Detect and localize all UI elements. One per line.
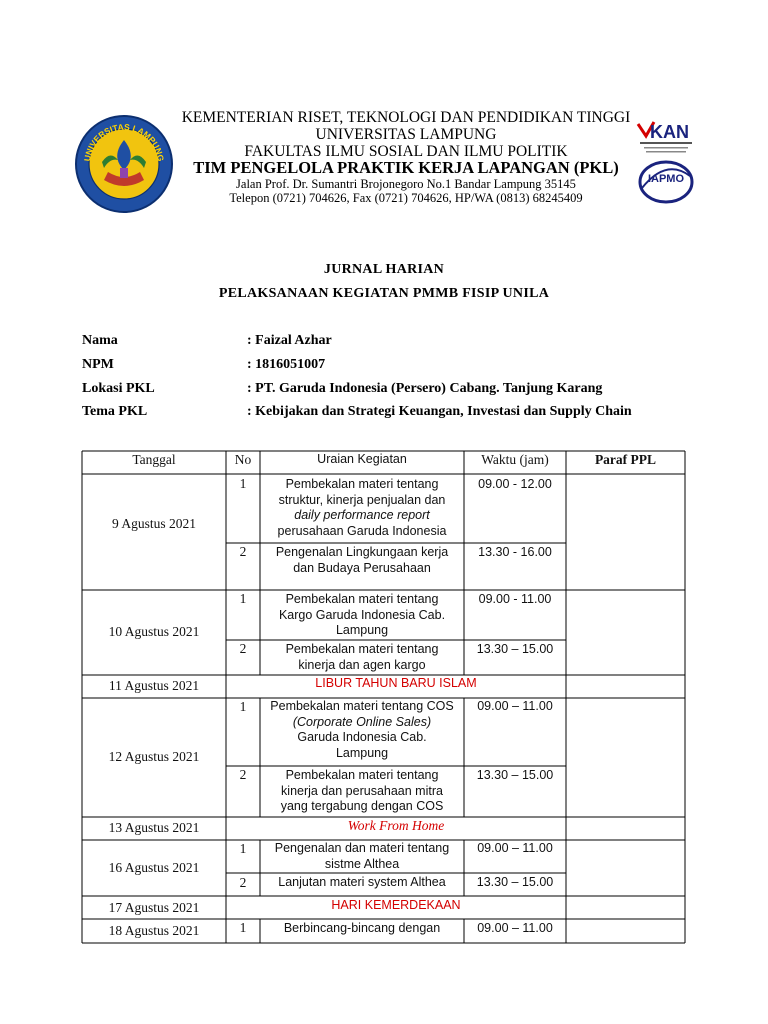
time-cell: 09.00 – 11.00 bbox=[477, 841, 553, 855]
activity-line: Pembekalan materi tentang bbox=[285, 592, 439, 606]
letterhead-address: Jalan Prof. Dr. Sumantri Brojonegoro No.1 Bandar Lampung 35145 bbox=[236, 177, 576, 191]
col-header-uraian: Uraian Kegiatan bbox=[317, 452, 407, 466]
info-label: Nama bbox=[82, 333, 118, 348]
col-header-tanggal: Tanggal bbox=[132, 452, 176, 467]
date-cell: 10 Agustus 2021 bbox=[108, 624, 200, 639]
no-cell: 1 bbox=[239, 841, 247, 856]
info-value: : 1816051007 bbox=[247, 357, 326, 372]
activity-cell: Lanjutan materi system Althea bbox=[278, 875, 446, 889]
date-cell: 13 Agustus 2021 bbox=[108, 820, 200, 835]
letterhead-ministry: KEMENTERIAN RISET, TEKNOLOGI DAN PENDIDIKAN TINGGI bbox=[181, 109, 631, 126]
activity-cell bbox=[260, 841, 464, 872]
activity-cell bbox=[260, 592, 464, 639]
activity-cell bbox=[260, 477, 464, 539]
info-label: NPM bbox=[82, 357, 114, 372]
time-cell: 09.00 – 11.00 bbox=[477, 699, 553, 713]
activity-line: (Corporate Online Sales) bbox=[292, 714, 432, 729]
info-value: : Kebijakan dan Strategi Keuangan, Investasi dan Supply Chain bbox=[247, 404, 632, 419]
time-cell: 09.00 – 11.00 bbox=[477, 921, 553, 935]
activity-line: kinerja dan perusahaan mitra bbox=[281, 783, 443, 798]
wfh-note: Work From Home bbox=[347, 818, 445, 833]
time-cell: 13.30 - 16.00 bbox=[478, 545, 552, 559]
activity-line: Lampung bbox=[335, 745, 389, 760]
date-cell: 12 Agustus 2021 bbox=[108, 749, 200, 764]
no-cell: 1 bbox=[239, 476, 247, 491]
no-cell: 1 bbox=[239, 591, 247, 606]
no-cell: 2 bbox=[239, 641, 247, 656]
date-cell: 9 Agustus 2021 bbox=[111, 516, 196, 531]
date-cell: 16 Agustus 2021 bbox=[108, 860, 200, 875]
activity-line: yang tergabung dengan COS bbox=[280, 799, 444, 813]
activity-line: Garuda Indonesia Cab. bbox=[297, 730, 427, 744]
time-cell: 13.30 – 15.00 bbox=[476, 875, 554, 889]
activity-line: Pembekalan materi tentang bbox=[285, 768, 439, 782]
info-value: : Faizal Azhar bbox=[247, 333, 332, 348]
holiday-note: LIBUR TAHUN BARU ISLAM bbox=[315, 676, 477, 690]
letterhead-team: TIM PENGELOLA PRAKTIK KERJA LAPANGAN (PKL) bbox=[193, 158, 619, 177]
date-cell: 17 Agustus 2021 bbox=[108, 900, 200, 915]
no-cell: 2 bbox=[239, 767, 247, 782]
activity-line: Pembekalan materi tentang bbox=[285, 477, 439, 491]
activity-cell bbox=[260, 545, 464, 576]
document-title: JURNAL HARIAN bbox=[323, 262, 445, 277]
info-value: : PT. Garuda Indonesia (Persero) Cabang. Tanjung Karang bbox=[247, 381, 603, 396]
info-label: Lokasi PKL bbox=[82, 381, 155, 396]
activity-line: Pembekalan materi tentang bbox=[285, 642, 439, 656]
no-cell: 2 bbox=[239, 875, 247, 890]
document-subtitle: PELAKSANAAN KEGIATAN PMMB FISIP UNILA bbox=[218, 286, 550, 301]
activity-line: dan Budaya Perusahaan bbox=[293, 560, 431, 575]
activity-cell: Berbincang-bincang dengan bbox=[283, 921, 441, 935]
time-cell: 09.00 - 11.00 bbox=[478, 592, 552, 606]
col-header-no: No bbox=[234, 452, 252, 467]
activity-line: sistme Althea bbox=[324, 856, 400, 871]
activity-line: perusahaan Garuda Indonesia bbox=[277, 523, 447, 538]
svg-text:UNIVERSITAS LAMPUNG: UNIVERSITAS LAMPUNG bbox=[82, 121, 166, 162]
col-header-paraf: Paraf PPL bbox=[594, 452, 657, 467]
activity-line: kinerja dan agen kargo bbox=[298, 657, 426, 672]
time-cell: 13.30 – 15.00 bbox=[476, 642, 554, 656]
letterhead-university: UNIVERSITAS LAMPUNG bbox=[315, 126, 497, 143]
svg-text:KAN: KAN bbox=[650, 122, 689, 142]
date-cell: 18 Agustus 2021 bbox=[108, 923, 200, 938]
no-cell: 1 bbox=[239, 920, 247, 935]
date-cell: 11 Agustus 2021 bbox=[108, 678, 200, 693]
time-cell: 09.00 - 12.00 bbox=[478, 477, 552, 491]
activity-cell bbox=[258, 699, 466, 761]
activity-cell bbox=[260, 642, 464, 673]
activity-line: Kargo Garuda Indonesia Cab. bbox=[278, 607, 446, 622]
info-label: Tema PKL bbox=[82, 404, 148, 419]
col-header-waktu: Waktu (jam) bbox=[481, 452, 549, 467]
activity-line: Pengenalan dan materi tentang bbox=[274, 841, 450, 855]
letterhead-phone: Telepon (0721) 704626, Fax (0721) 704626, HP/WA (0813) 68245409 bbox=[229, 191, 583, 205]
svg-text:IAPMO: IAPMO bbox=[647, 173, 685, 185]
activity-line: Pengenalan Lingkungaan kerja bbox=[275, 545, 449, 559]
activity-cell bbox=[260, 768, 464, 815]
activity-line: struktur, kinerja penjualan dan bbox=[278, 492, 446, 507]
no-cell: 2 bbox=[239, 544, 247, 559]
letterhead-faculty: FAKULTAS ILMU SOSIAL DAN ILMU POLITIK bbox=[244, 143, 568, 160]
activity-line: Lampung bbox=[335, 623, 389, 637]
holiday-note: HARI KEMERDEKAAN bbox=[331, 898, 461, 912]
activity-line: Pembekalan materi tentang COS bbox=[270, 699, 454, 713]
activity-line: daily performance report bbox=[294, 508, 430, 522]
no-cell: 1 bbox=[239, 699, 247, 714]
time-cell: 13.30 – 15.00 bbox=[476, 768, 554, 782]
